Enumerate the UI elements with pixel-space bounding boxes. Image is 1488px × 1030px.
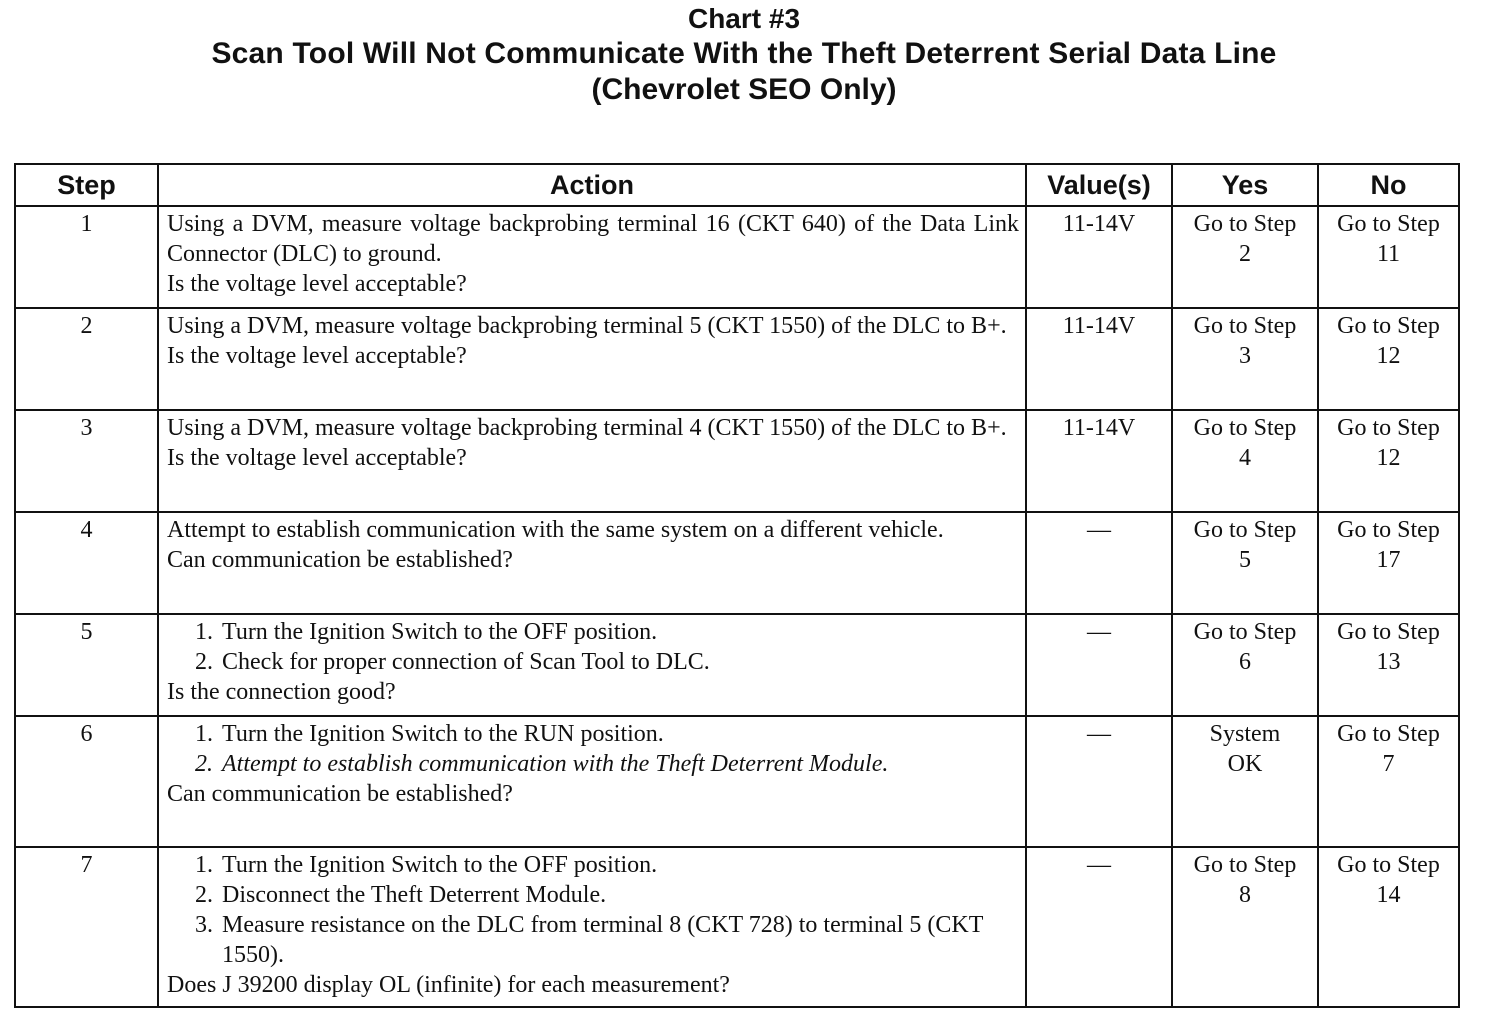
no-label: Go to Step [1337, 721, 1440, 747]
no-label: Go to Step [1337, 517, 1440, 543]
header-row [15, 164, 1459, 206]
yes-target: 2 [1239, 241, 1251, 267]
no-label: Go to Step [1337, 211, 1440, 237]
no-cell [1318, 206, 1459, 308]
table-row [15, 206, 1459, 308]
action-steps-list [167, 719, 1019, 779]
yes-label: Go to Step [1193, 517, 1297, 543]
step-number: 7 [15, 847, 158, 1007]
value-cell: 11-14V [1026, 206, 1172, 308]
action-cell [158, 308, 1026, 410]
action-step-item: 2. Check for proper connection of Scan Tool to DLC. [219, 647, 1019, 677]
no-target: 7 [1382, 751, 1395, 777]
no-target: 17 [1376, 547, 1401, 573]
yes-target: 6 [1239, 649, 1251, 675]
no-label: Go to Step [1337, 415, 1440, 441]
action-question: Does J 39200 display OL (infinite) for each measurement? [167, 972, 730, 998]
action-step-item: 1. Turn the Ignition Switch to the RUN position. [219, 719, 1019, 749]
table-row [15, 716, 1459, 847]
table-row [15, 614, 1459, 716]
action-steps-list [167, 617, 1019, 677]
action-step-item: 1. Turn the Ignition Switch to the OFF position. [219, 850, 1019, 880]
value-cell: — [1026, 512, 1172, 614]
diagnostic-table [14, 163, 1460, 1008]
yes-target: 3 [1239, 343, 1251, 369]
no-label: Go to Step [1337, 313, 1440, 339]
value-cell: — [1026, 847, 1172, 1007]
action-text: Using a DVM, measure voltage backprobing terminal 5 (CKT 1550) of the DLC to B+. [167, 313, 1007, 339]
action-cell [158, 206, 1026, 308]
value-cell: 11-14V [1026, 410, 1172, 512]
action-steps-list [167, 850, 1019, 970]
action-question: Is the voltage level acceptable? [167, 271, 467, 297]
no-cell [1318, 614, 1459, 716]
table-row [15, 308, 1459, 410]
table-row [15, 410, 1459, 512]
step-number: 4 [15, 512, 158, 614]
action-cell [158, 410, 1026, 512]
header-action: Action [158, 164, 1026, 206]
no-cell [1318, 716, 1459, 847]
yes-cell [1172, 308, 1318, 410]
action-step-item: 2. Attempt to establish communication with the Theft Deterrent Module. [219, 749, 1019, 779]
value-cell: — [1026, 716, 1172, 847]
yes-label: Go to Step [1193, 619, 1297, 645]
no-label: Go to Step [1337, 852, 1440, 878]
no-target: 12 [1376, 343, 1401, 369]
no-target: 12 [1376, 445, 1401, 471]
action-cell [158, 847, 1026, 1007]
no-target: 14 [1376, 882, 1401, 908]
chart-subtitle: (Chevrolet SEO Only) [591, 73, 897, 106]
yes-target: OK [1227, 751, 1263, 777]
no-target: 11 [1376, 241, 1401, 267]
header-no: No [1318, 164, 1459, 206]
step-number: 2 [15, 308, 158, 410]
yes-label: System [1209, 721, 1281, 747]
table-row [15, 512, 1459, 614]
yes-target: 4 [1239, 445, 1251, 471]
table-row [15, 847, 1459, 1007]
yes-label: Go to Step [1193, 415, 1297, 441]
no-cell [1318, 512, 1459, 614]
action-step-item: 2. Disconnect the Theft Deterrent Module. [219, 880, 1019, 910]
no-target: 13 [1376, 649, 1401, 675]
header-values: Value(s) [1026, 164, 1172, 206]
yes-target: 8 [1239, 882, 1251, 908]
no-cell [1318, 410, 1459, 512]
action-text: Using a DVM, measure voltage backprobing terminal 4 (CKT 1550) of the DLC to B+. [167, 415, 1007, 441]
chart-number: Chart #3 [687, 3, 801, 34]
yes-label: Go to Step [1193, 313, 1297, 339]
step-number: 3 [15, 410, 158, 512]
no-label: Go to Step [1337, 619, 1440, 645]
action-text: Using a DVM, measure voltage backprobing terminal 16 (CKT 640) of the Data Link Connector (DLC) to ground. [167, 211, 1019, 267]
yes-target: 5 [1239, 547, 1251, 573]
chart-title: Scan Tool Will Not Communicate With the Theft Deterrent Serial Data Line [211, 37, 1277, 70]
chart-header [0, 2, 1488, 108]
step-number: 6 [15, 716, 158, 847]
action-step-item: 1. Turn the Ignition Switch to the OFF position. [219, 617, 1019, 647]
action-question: Is the connection good? [167, 679, 396, 705]
yes-cell [1172, 206, 1318, 308]
action-question: Is the voltage level acceptable? [167, 343, 467, 369]
action-cell [158, 614, 1026, 716]
yes-cell [1172, 512, 1318, 614]
yes-label: Go to Step [1193, 852, 1297, 878]
action-text: Attempt to establish communication with the same system on a different vehicle. [167, 517, 944, 543]
step-number: 5 [15, 614, 158, 716]
action-cell [158, 512, 1026, 614]
header-step: Step [15, 164, 158, 206]
value-cell: 11-14V [1026, 308, 1172, 410]
no-cell [1318, 847, 1459, 1007]
yes-cell [1172, 614, 1318, 716]
yes-label: Go to Step [1193, 211, 1297, 237]
no-cell [1318, 308, 1459, 410]
action-step-item: 3. Measure resistance on the DLC from terminal 8 (CKT 728) to terminal 5 (CKT 1550). [219, 910, 1019, 970]
action-question: Can communication be established? [167, 781, 513, 807]
yes-cell [1172, 716, 1318, 847]
step-number: 1 [15, 206, 158, 308]
action-cell [158, 716, 1026, 847]
value-cell: — [1026, 614, 1172, 716]
header-yes: Yes [1172, 164, 1318, 206]
action-question: Is the voltage level acceptable? [167, 445, 467, 471]
action-question: Can communication be established? [167, 547, 513, 573]
yes-cell [1172, 847, 1318, 1007]
yes-cell [1172, 410, 1318, 512]
